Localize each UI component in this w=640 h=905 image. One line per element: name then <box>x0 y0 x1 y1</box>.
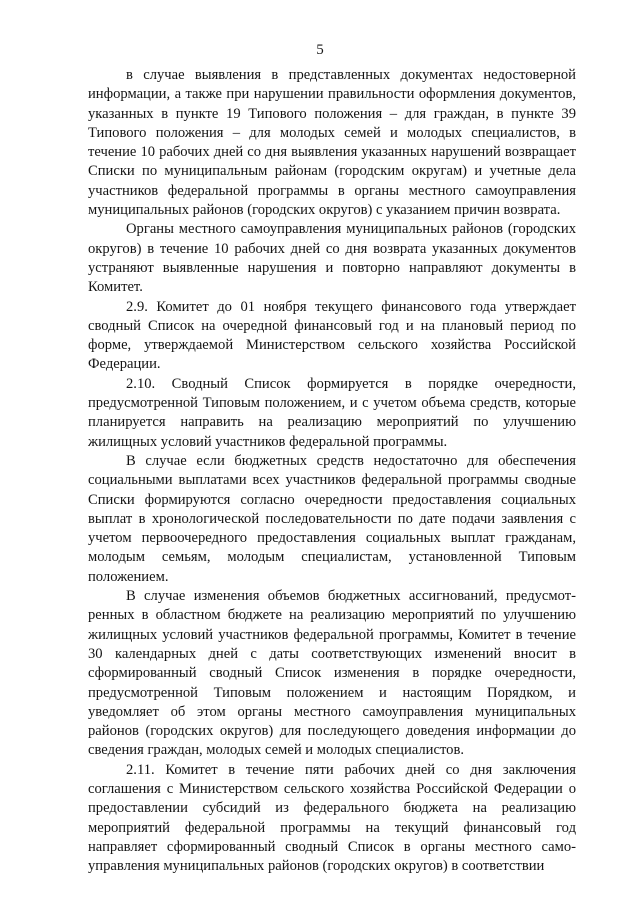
paragraph-insufficient-funds: В случае если бюджетных средств недостаточно для обеспечения социальными выплатами всех участников федеральной программы сводные Списки формируются согласно очередности предоставления социальных выплат в хронологической последовательности по дате подачи заявления с учетом первоочередного предоставления социальных выплат гражданам, молодым семьям, молодым специалистам, установленной Типовым положением. <box>88 452 576 585</box>
document-body <box>88 66 576 876</box>
paragraph-2-11: 2.11. Комитет в течение пяти рабочих дней со дня заключения соглашения с Министерством сельского хозяйства Российской Федерации о предоставлении субсидий из федерального бюджета на реализацию мероприятий федеральной программы на текущий финансовый год направляет сформированный сводный Список в органы местного самоуправления муниципальных районов (городских округов) в соответствии <box>88 761 576 875</box>
page-number: 5 <box>316 42 324 58</box>
paragraph-2-9: 2.9. Комитет до 01 ноября текущего финансового года утверждает сводный Список на очередной финансовый год и на плановый период по форме, утверждаемой Министерством сельского хозяйства Российской Федерации. <box>88 298 576 373</box>
paragraph-return-conditions: в случае выявления в представленных документах недостоверной информации, а также при нарушении правильности оформления документов, указанных в пункте 19 Типового положения – для граждан, в пункте 39 Типового положения – для молодых семей и молодых специалистов, в течение 10 рабочих дней со дня выявления указанных нарушений возвращает Списки по муниципальным районам (городским округам) и учетные дела участников федеральной программы в органы местного самоуправления муниципальных районов (городских округов) с указанием причин возврата. <box>88 67 576 219</box>
paragraph-2-10: 2.10. Сводный Список формируется в порядке очередности, предусмотренной Типовым положением, и с учетом объема средств, которые планируется направить на реализацию мероприятий по улучшению жилищных условий участников федеральной программы. <box>88 375 576 450</box>
paragraph-budget-changes: В случае изменения объемов бюджетных ассигнований, предусмотренных в областном бюджете на реализацию мероприятий по улучшению жилищных условий участников федеральной программы, Комитет в течение 30 календарных дней с даты соответствующих изменений вносит в сформированный сводный Список изменения в порядке очередности, предусмотренной Типовым положением и настоящим Порядком, и уведомляет об этом органы местного самоуправления муниципальных районов (городских округов) для последующего доведения информации до сведения граждан, молодых семей и молодых специалистов. <box>88 588 576 759</box>
paragraph-local-authorities: Органы местного самоуправления муниципальных районов (городских округов) в течение 10 рабочих дней со дня возврата указанных документов устраняют выявленные нарушения и повторно направляют документы в Комитет. <box>88 221 576 296</box>
